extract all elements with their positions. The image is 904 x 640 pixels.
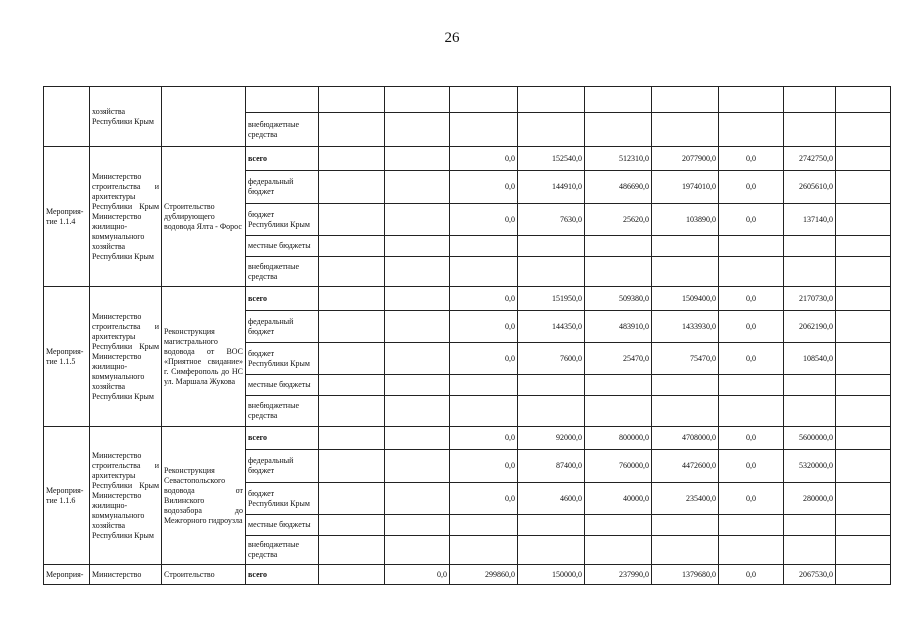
amount-cell: 7600,0 [518,343,585,375]
amount-cell: 0,0 [719,565,784,585]
amount-cell [585,257,652,287]
amount-cell [784,257,836,287]
amount-cell [836,257,891,287]
amount-cell [385,257,450,287]
amount-cell [784,87,836,113]
amount-cell [719,515,784,536]
amount-cell: 0,0 [719,171,784,204]
amount-cell [319,375,385,396]
amount-cell [518,87,585,113]
amount-cell: 0,0 [450,171,518,204]
amount-cell: 483910,0 [585,311,652,343]
funding-source-cell: федеральный бюджет [246,311,319,343]
amount-cell [450,87,518,113]
amount-cell: 0,0 [719,287,784,311]
amount-cell: 1433930,0 [652,311,719,343]
amount-cell [585,536,652,565]
amount-cell [450,257,518,287]
amount-cell [836,311,891,343]
executor-cell: Министерство [90,565,162,585]
amount-cell: 280000,0 [784,483,836,515]
amount-cell: 0,0 [450,427,518,450]
event-name-cell: Строительство дублирующего водовода Ялта - Форос [162,147,246,287]
event-code-cell [44,87,90,147]
amount-cell: 137140,0 [784,204,836,236]
amount-cell [784,236,836,257]
amount-cell [319,565,385,585]
amount-cell: 150000,0 [518,565,585,585]
amount-cell: 144910,0 [518,171,585,204]
funding-source-cell: бюджет Республики Крым [246,483,319,515]
amount-cell [585,375,652,396]
amount-cell [385,427,450,450]
amount-cell: 0,0 [719,204,784,236]
amount-cell: 0,0 [719,343,784,375]
amount-cell [319,450,385,483]
amount-cell [836,396,891,427]
amount-cell [836,483,891,515]
amount-cell [385,113,450,147]
amount-cell: 40000,0 [585,483,652,515]
amount-cell [319,515,385,536]
amount-cell [518,536,585,565]
amount-cell [385,483,450,515]
amount-cell: 4708000,0 [652,427,719,450]
amount-cell [450,236,518,257]
amount-cell [385,204,450,236]
amount-cell [585,113,652,147]
amount-cell: 2742750,0 [784,147,836,171]
table-row [44,427,891,450]
amount-cell: 486690,0 [585,171,652,204]
amount-cell [518,396,585,427]
amount-cell: 299860,0 [450,565,518,585]
amount-cell [836,204,891,236]
amount-cell [518,375,585,396]
amount-cell [518,236,585,257]
amount-cell [784,536,836,565]
amount-cell: 108540,0 [784,343,836,375]
amount-cell [719,113,784,147]
amount-cell: 760000,0 [585,450,652,483]
budget-table [43,86,891,585]
amount-cell [836,113,891,147]
amount-cell: 512310,0 [585,147,652,171]
amount-cell [319,204,385,236]
amount-cell [719,257,784,287]
funding-source-cell: всего [246,565,319,585]
amount-cell [385,375,450,396]
amount-cell [319,87,385,113]
amount-cell [652,257,719,287]
amount-cell: 2067530,0 [784,565,836,585]
amount-cell: 2077900,0 [652,147,719,171]
executor-cell: Министерство строительства и архитектуры Республики Крым Министерство жилищно-коммунального хозяйства Республики Крым [90,147,162,287]
amount-cell [385,536,450,565]
amount-cell: 0,0 [450,147,518,171]
event-code-cell: Мероприя-тие 1.1.5 [44,287,90,427]
funding-source-cell: местные бюджеты [246,515,319,536]
amount-cell [385,147,450,171]
amount-cell [319,147,385,171]
page-number: 26 [444,30,460,46]
funding-source-cell: федеральный бюджет [246,450,319,483]
amount-cell [518,515,585,536]
amount-cell [836,87,891,113]
amount-cell [784,113,836,147]
amount-cell [385,450,450,483]
event-name-cell: Строительство [162,565,246,585]
funding-source-cell: всего [246,287,319,311]
amount-cell: 5320000,0 [784,450,836,483]
amount-cell [319,343,385,375]
amount-cell: 2062190,0 [784,311,836,343]
amount-cell [585,236,652,257]
amount-cell [836,565,891,585]
amount-cell [836,450,891,483]
amount-cell: 0,0 [719,427,784,450]
amount-cell [652,396,719,427]
funding-source-cell [246,87,319,113]
funding-source-cell: федеральный бюджет [246,171,319,204]
table-row [44,87,891,113]
amount-cell: 152540,0 [518,147,585,171]
event-name-cell: Реконструкция магистрального водовода от ВОС «Приятное свидание» г. Симферополь до НС ул. Маршала Жукова [162,287,246,427]
amount-cell: 0,0 [719,450,784,483]
funding-source-cell: внебюджетные средства [246,113,319,147]
amount-cell [450,536,518,565]
amount-cell [518,257,585,287]
amount-cell [319,113,385,147]
amount-cell [652,375,719,396]
amount-cell [385,343,450,375]
amount-cell [450,396,518,427]
amount-cell: 0,0 [719,147,784,171]
amount-cell [585,87,652,113]
amount-cell [652,113,719,147]
amount-cell: 509380,0 [585,287,652,311]
amount-cell [836,515,891,536]
funding-source-cell: внебюджетные средства [246,257,319,287]
amount-cell: 0,0 [450,204,518,236]
amount-cell: 2170730,0 [784,287,836,311]
amount-cell: 4600,0 [518,483,585,515]
table-row [44,147,891,171]
amount-cell [836,343,891,375]
event-code-cell: Мероприя-тие 1.1.4 [44,147,90,287]
amount-cell [652,236,719,257]
amount-cell [319,427,385,450]
amount-cell [784,375,836,396]
funding-source-cell: местные бюджеты [246,375,319,396]
amount-cell [385,287,450,311]
amount-cell [385,87,450,113]
amount-cell [719,536,784,565]
amount-cell: 151950,0 [518,287,585,311]
amount-cell [784,515,836,536]
amount-cell [385,515,450,536]
amount-cell: 0,0 [450,450,518,483]
amount-cell [719,375,784,396]
executor-cell: Министерство строительства и архитектуры Республики Крым Министерство жилищно-коммунального хозяйства Республики Крым [90,427,162,565]
amount-cell: 25470,0 [585,343,652,375]
amount-cell: 87400,0 [518,450,585,483]
amount-cell: 0,0 [450,311,518,343]
amount-cell [652,536,719,565]
funding-source-cell: внебюджетные средства [246,396,319,427]
funding-source-cell: бюджет Республики Крым [246,204,319,236]
amount-cell [836,236,891,257]
event-code-cell: Мероприя-тие 1.1.6 [44,427,90,565]
amount-cell: 0,0 [719,311,784,343]
amount-cell [719,87,784,113]
amount-cell [719,236,784,257]
amount-cell [836,171,891,204]
amount-cell [836,427,891,450]
amount-cell: 0,0 [450,287,518,311]
amount-cell [319,257,385,287]
amount-cell [385,396,450,427]
amount-cell: 0,0 [719,483,784,515]
amount-cell: 235400,0 [652,483,719,515]
amount-cell [450,113,518,147]
amount-cell [719,396,784,427]
amount-cell [319,396,385,427]
amount-cell [319,287,385,311]
amount-cell: 5600000,0 [784,427,836,450]
amount-cell: 0,0 [385,565,450,585]
table-row [44,565,891,585]
amount-cell: 237990,0 [585,565,652,585]
amount-cell: 2605610,0 [784,171,836,204]
amount-cell [319,171,385,204]
amount-cell: 92000,0 [518,427,585,450]
amount-cell: 75470,0 [652,343,719,375]
amount-cell [652,87,719,113]
amount-cell: 103890,0 [652,204,719,236]
amount-cell [319,236,385,257]
amount-cell [836,287,891,311]
amount-cell [319,483,385,515]
amount-cell: 1974010,0 [652,171,719,204]
amount-cell [518,113,585,147]
amount-cell: 4472600,0 [652,450,719,483]
amount-cell [385,236,450,257]
funding-source-cell: всего [246,147,319,171]
amount-cell: 144350,0 [518,311,585,343]
amount-cell [836,375,891,396]
table-row [44,287,891,311]
executor-cell: Министерство строительства и архитектуры Республики Крым Министерство жилищно-коммунального хозяйства Республики Крым [90,287,162,427]
funding-source-cell: внебюджетные средства [246,536,319,565]
executor-cell: хозяйства Республики Крым [90,87,162,147]
amount-cell: 1509400,0 [652,287,719,311]
amount-cell [836,147,891,171]
amount-cell [784,396,836,427]
amount-cell [450,515,518,536]
amount-cell: 1379680,0 [652,565,719,585]
funding-source-cell: всего [246,427,319,450]
amount-cell: 0,0 [450,483,518,515]
amount-cell [585,515,652,536]
event-code-cell: Мероприя- [44,565,90,585]
amount-cell [585,396,652,427]
amount-cell: 7630,0 [518,204,585,236]
event-name-cell [162,87,246,147]
amount-cell: 25620,0 [585,204,652,236]
amount-cell [319,311,385,343]
amount-cell: 0,0 [450,343,518,375]
amount-cell [385,171,450,204]
amount-cell [652,515,719,536]
funding-source-cell: местные бюджеты [246,236,319,257]
amount-cell [836,536,891,565]
amount-cell [319,536,385,565]
funding-source-cell: бюджет Республики Крым [246,343,319,375]
amount-cell [450,375,518,396]
amount-cell: 800000,0 [585,427,652,450]
event-name-cell: Реконструкция Севастопольского водовода от Вилинского водозабора до Межгорного гидроузла [162,427,246,565]
amount-cell [385,311,450,343]
